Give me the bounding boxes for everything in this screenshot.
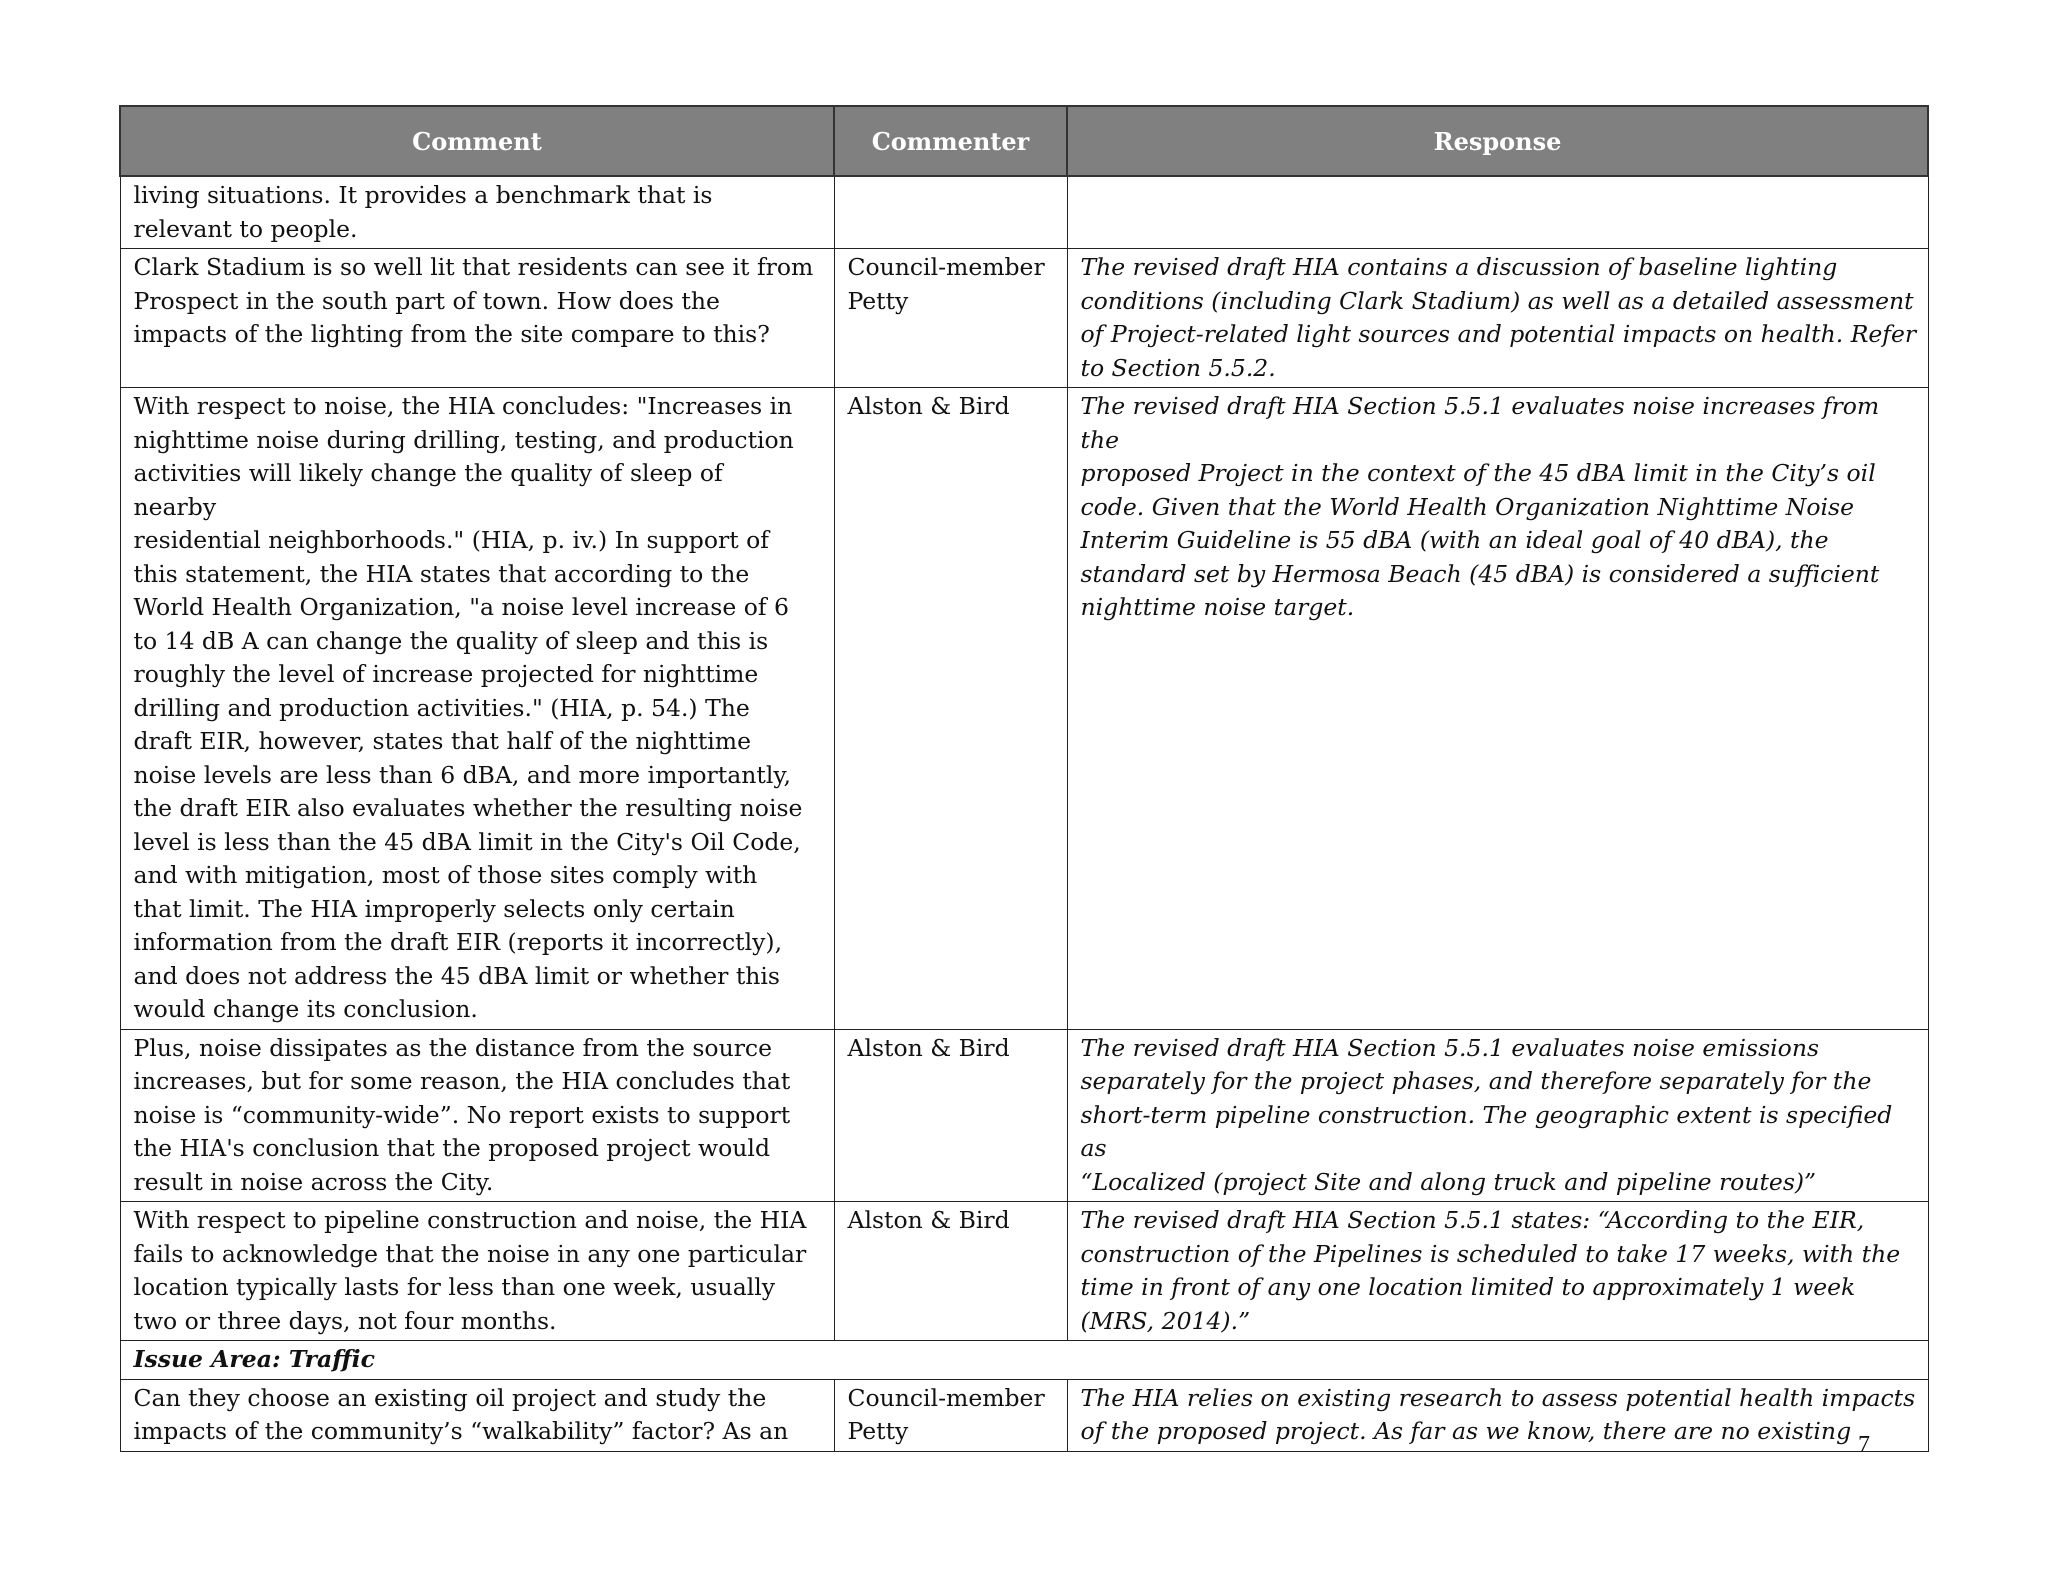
response-cell: [1067, 176, 1928, 249]
comment-cell: Plus, noise dissipates as the distance from the source increases, but for some reason, the HIA concludes that noise is “community-wide”. No report exists to support the HIA's conclusion that the proposed project would result in noise across the City.: [120, 1029, 834, 1202]
commenter-cell: Alston & Bird: [834, 1029, 1067, 1202]
comment-cell: living situations. It provides a benchmark that is relevant to people.: [120, 176, 834, 249]
table-row: [120, 1029, 1928, 1202]
page-number: 7: [1858, 1432, 1870, 1458]
commenter-cell: [834, 176, 1067, 249]
response-cell: The revised draft HIA Section 5.5.1 evaluates noise increases from the proposed Project in the context of the 45 dBA limit in the City’s oil code. Given that the World Health Organization Nighttime Noise Interim Guideline is 55 dBA (with an ideal goal of 40 dBA), the standard set by Hermosa Beach (45 dBA) is considered a sufficient nighttime noise target.: [1067, 388, 1928, 1030]
table-row: [120, 249, 1928, 388]
commenter-cell: Alston & Bird: [834, 388, 1067, 1030]
comment-cell: Clark Stadium is so well lit that residents can see it from Prospect in the south part of town. How does the impacts of the lighting from the site compare to this?: [120, 249, 834, 388]
header-response: Response: [1067, 106, 1928, 176]
comment-cell: With respect to pipeline construction and noise, the HIA fails to acknowledge that the noise in any one particular location typically lasts for less than one week, usually two or three days, not four months.: [120, 1202, 834, 1341]
commenter-cell: Council-member Petty: [834, 1379, 1067, 1451]
table-row: [120, 176, 1928, 249]
issue-area-heading: Issue Area: Traffic: [120, 1341, 1928, 1380]
table-row: [120, 1379, 1928, 1451]
response-cell: The revised draft HIA Section 5.5.1 evaluates noise emissions separately for the project phases, and therefore separately for the short-term pipeline construction. The geographic extent is specified as “Localized (project Site and along truck and pipeline routes)”: [1067, 1029, 1928, 1202]
commenter-cell: Alston & Bird: [834, 1202, 1067, 1341]
response-cell: The revised draft HIA Section 5.5.1 states: “According to the EIR, construction of the Pipelines is scheduled to take 17 weeks, with the time in front of any one location limited to approximately 1 week (MRS, 2014).”: [1067, 1202, 1928, 1341]
comment-response-table: [119, 105, 1929, 1452]
issue-area-row: [120, 1341, 1928, 1380]
comment-cell: With respect to noise, the HIA concludes: "Increases in nighttime noise during drilling, testing, and production activities will likely change the quality of sleep of nearby residential neighborhoods." (HIA, p. iv.) In support of this statement, the HIA states that according to the World Health Organization, "a noise level increase of 6 to 14 dB A can change the quality of sleep and this is roughly the level of increase projected for nighttime drilling and production activities." (HIA, p. 54.) The draft EIR, however, states that half of the nighttime noise levels are less than 6 dBA, and more importantly, the draft EIR also evaluates whether the resulting noise level is less than the 45 dBA limit in the City's Oil Code, and with mitigation, most of those sites comply with that limit. The HIA improperly selects only certain information from the draft EIR (reports it incorrectly), and does not address the 45 dBA limit or whether this would change its conclusion.: [120, 388, 834, 1030]
table-row: [120, 388, 1928, 1030]
response-cell: The HIA relies on existing research to assess potential health impacts of the proposed project. As far as we know, there are no existing: [1067, 1379, 1928, 1451]
response-cell: The revised draft HIA contains a discussion of baseline lighting conditions (including Clark Stadium) as well as a detailed assessment of Project-related light sources and potential impacts on health. Refer to Section 5.5.2.: [1067, 249, 1928, 388]
comment-cell: Can they choose an existing oil project and study the impacts of the community’s “walkability” factor? As an: [120, 1379, 834, 1451]
header-commenter: Commenter: [834, 106, 1067, 176]
table-header-row: [120, 106, 1928, 176]
table-row: [120, 1202, 1928, 1341]
commenter-cell: Council-member Petty: [834, 249, 1067, 388]
header-comment: Comment: [120, 106, 834, 176]
